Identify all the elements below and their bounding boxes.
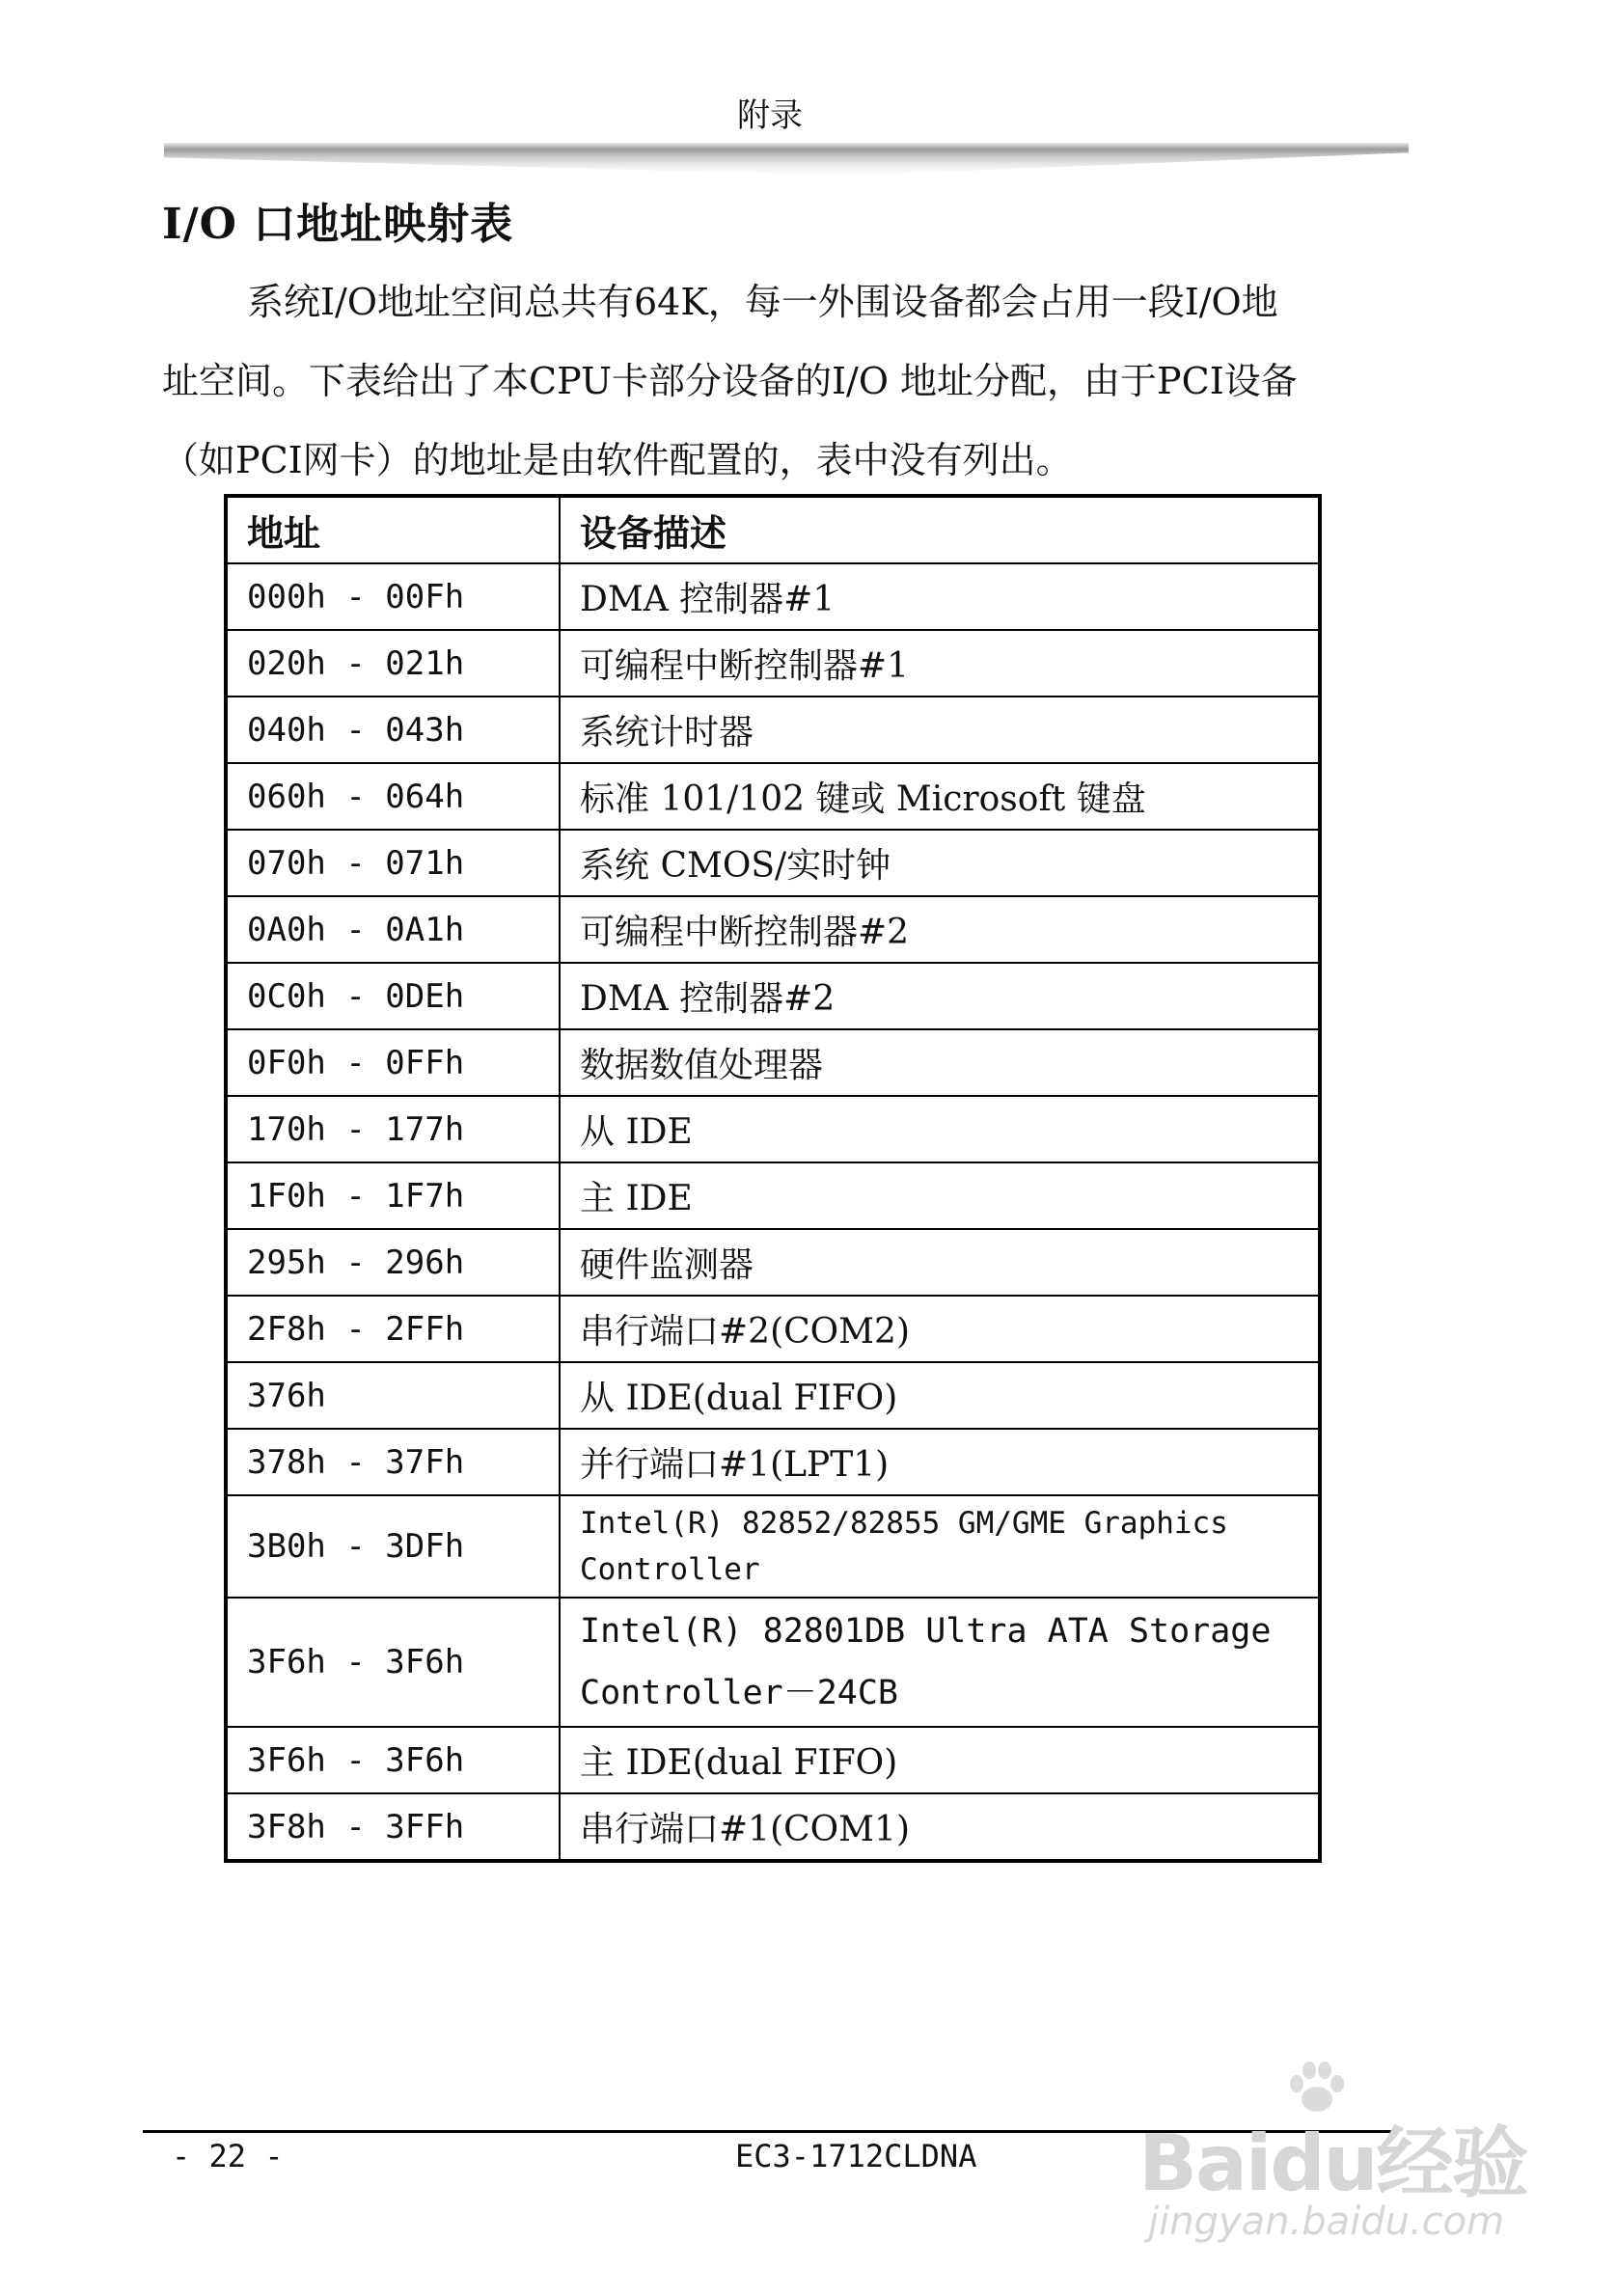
address-cell: 000h - 00Fh: [226, 563, 560, 630]
description-cell: 从 IDE: [560, 1096, 1320, 1162]
description-cell: 数据数值处理器: [560, 1029, 1320, 1096]
table-row: [226, 1162, 1320, 1229]
table-row: [226, 1296, 1320, 1362]
address-cell: 0C0h - 0DEh: [226, 963, 560, 1029]
table-row: [226, 1362, 1320, 1429]
address-cell: 170h - 177h: [226, 1096, 560, 1162]
description-cell: 硬件监测器: [560, 1229, 1320, 1296]
address-cell: 1F0h - 1F7h: [226, 1162, 560, 1229]
description-cell: 串行端口#1(COM1): [560, 1793, 1320, 1861]
description-cell: DMA 控制器#1: [560, 563, 1320, 630]
address-cell: 378h - 37Fh: [226, 1429, 560, 1495]
description-cell: 系统 CMOS/实时钟: [560, 830, 1320, 896]
table-row: [226, 1229, 1320, 1296]
description-cell: 从 IDE(dual FIFO): [560, 1362, 1320, 1429]
description-cell: 系统计时器: [560, 697, 1320, 763]
address-cell: 376h: [226, 1362, 560, 1429]
section-title: I/O 口地址映射表: [162, 200, 514, 249]
description-cell: 可编程中断控制器#2: [560, 896, 1320, 963]
table-row: [226, 1727, 1320, 1793]
watermark-logo-text: Baidu经验: [1138, 2118, 1527, 2208]
description-cell: DMA 控制器#2: [560, 963, 1320, 1029]
description-cell: 串行端口#2(COM2): [560, 1296, 1320, 1362]
header-device-description: 设备描述: [560, 496, 1320, 563]
table-row: [226, 963, 1320, 1029]
address-cell: 3F6h - 3F6h: [226, 1598, 560, 1727]
address-cell: 0A0h - 0A1h: [226, 896, 560, 963]
table-row: [226, 830, 1320, 896]
running-header: 附录: [737, 96, 803, 135]
header-rule: [164, 143, 1409, 176]
table-row: [226, 1029, 1320, 1096]
watermark-url: jingyan.baidu.com: [1148, 2200, 1505, 2244]
address-cell: 070h - 071h: [226, 830, 560, 896]
table-row: [226, 697, 1320, 763]
header-address: 地址: [226, 496, 560, 563]
address-cell: 060h - 064h: [226, 763, 560, 830]
io-address-table: [224, 494, 1322, 1863]
page-number: - 22 -: [172, 2138, 284, 2174]
table-row: [226, 630, 1320, 697]
table-header-row: [226, 496, 1320, 563]
description-cell: Intel(R) 82801DB Ultra ATA Storage Controller－24CB: [560, 1598, 1320, 1727]
table-row: [226, 896, 1320, 963]
table-row: [226, 1598, 1320, 1727]
address-cell: 040h - 043h: [226, 697, 560, 763]
address-cell: 2F8h - 2FFh: [226, 1296, 560, 1362]
paragraph-line: 址空间。下表给出了本CPU卡部分设备的I/O 地址分配，由于PCI设备: [162, 360, 1298, 402]
description-cell: 可编程中断控制器#1: [560, 630, 1320, 697]
description-cell: 主 IDE: [560, 1162, 1320, 1229]
table-row: [226, 563, 1320, 630]
address-cell: 3B0h - 3DFh: [226, 1495, 560, 1598]
table-row: [226, 763, 1320, 830]
table-row: [226, 1096, 1320, 1162]
description-cell: 标准 101/102 键或 Microsoft 键盘: [560, 763, 1320, 830]
paragraph-line: 系统I/O地址空间总共有64K，每一外围设备都会占用一段I/O地: [247, 281, 1278, 323]
description-cell: Intel(R) 82852/82855 GM/GME Graphics Controller: [560, 1495, 1320, 1598]
address-cell: 3F8h - 3FFh: [226, 1793, 560, 1861]
baidu-watermark: [1138, 2055, 1544, 2257]
intro-paragraph: [162, 262, 1387, 500]
address-cell: 0F0h - 0FFh: [226, 1029, 560, 1096]
address-cell: 295h - 296h: [226, 1229, 560, 1296]
paragraph-line: （如PCI网卡）的地址是由软件配置的，表中没有列出。: [162, 439, 1073, 481]
table-row: [226, 1429, 1320, 1495]
description-cell: 主 IDE(dual FIFO): [560, 1727, 1320, 1793]
product-model: EC3-1712CLDNA: [735, 2138, 977, 2174]
description-cell: 并行端口#1(LPT1): [560, 1429, 1320, 1495]
table-row: [226, 1793, 1320, 1861]
table-row: [226, 1495, 1320, 1598]
address-cell: 3F6h - 3F6h: [226, 1727, 560, 1793]
address-cell: 020h - 021h: [226, 630, 560, 697]
